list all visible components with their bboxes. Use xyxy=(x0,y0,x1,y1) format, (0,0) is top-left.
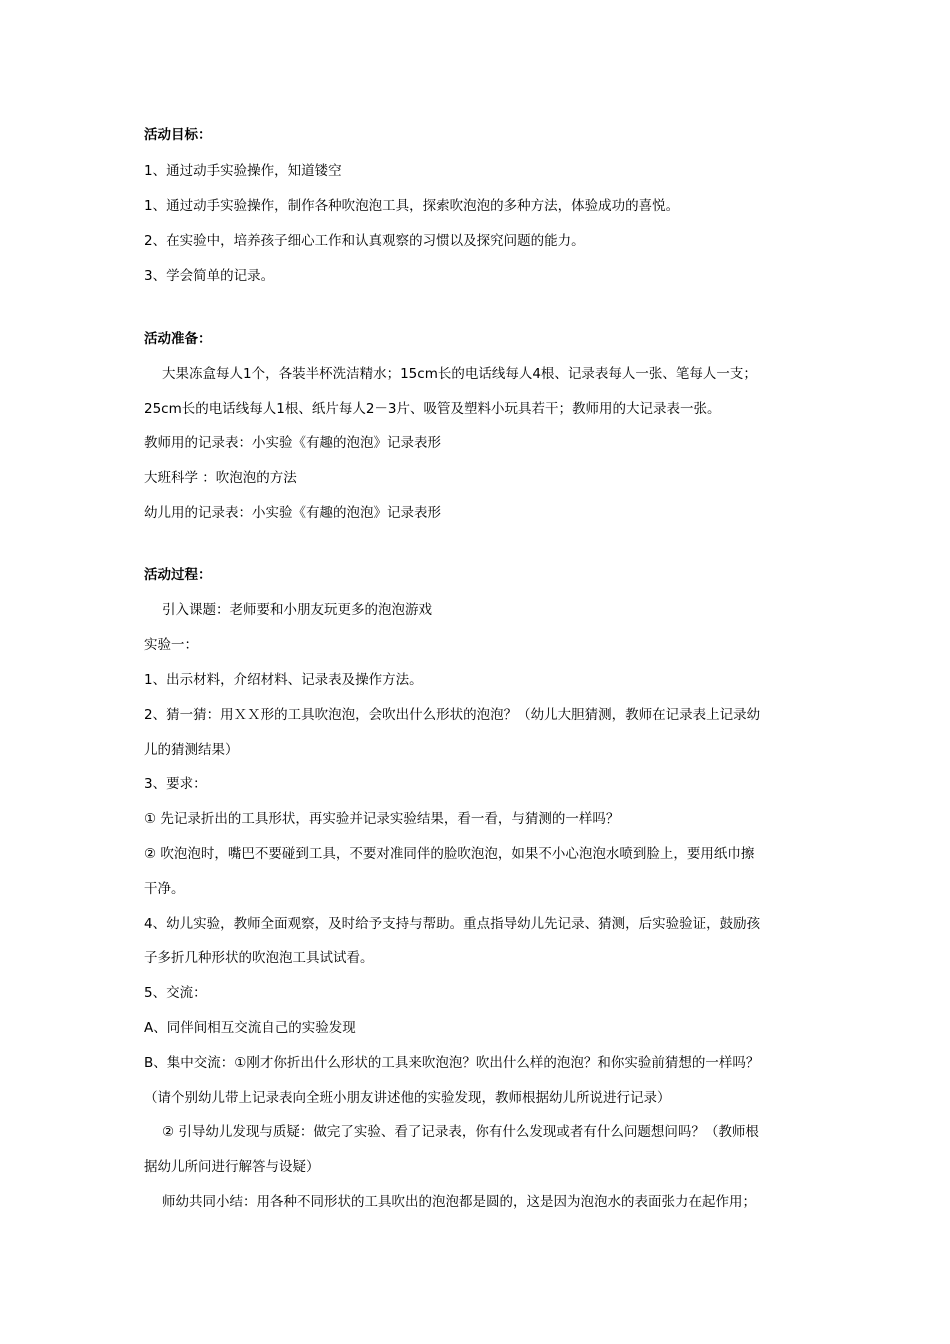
prep-line: 幼儿用的记录表：小实验《有趣的泡泡》记录表形 xyxy=(144,505,441,521)
process-line: 2、猜一猜：用ＸＸ形的工具吹泡泡，会吹出什么形状的泡泡？（幼儿大胆猜测，教师在记录表上记录幼 xyxy=(144,707,761,723)
process-line: 儿的猜测结果） xyxy=(144,742,239,758)
process-line: 据幼儿所问进行解答与设疑） xyxy=(144,1159,320,1175)
prep-line: 25cm长的电话线每人1根、纸片每人2－3片、吸管及塑料小玩具若干；教师用的大记录表一张。 xyxy=(144,401,721,417)
process-line: 师幼共同小结：用各种不同形状的工具吹出的泡泡都是圆的，这是因为泡泡水的表面张力在起作用； xyxy=(162,1194,756,1210)
process-line: 4、幼儿实验，教师全面观察，及时给予支持与帮助。重点指导幼儿先记录、猜测，后实验验证，鼓励孩 xyxy=(144,916,761,932)
prep-line: 大果冻盒每人1个，各装半杯洗洁精水；15cm长的电话线每人4根、记录表每人一张、笔每人一支； xyxy=(162,366,757,382)
process-line: 子多折几种形状的吹泡泡工具试试看。 xyxy=(144,950,374,966)
goal-item: 1、通过动手实验操作，制作各种吹泡泡工具，探索吹泡泡的多种方法，体验成功的喜悦。 xyxy=(144,198,680,214)
prep-heading: 活动准备： xyxy=(144,331,212,347)
process-line: （请个别幼儿带上记录表向全班小朋友讲述他的实验发现，教师根据幼儿所说进行记录） xyxy=(144,1090,671,1106)
process-line: 3、要求： xyxy=(144,776,207,792)
process-line: 实验一： xyxy=(144,637,198,653)
goal-item: 2、在实验中，培养孩子细心工作和认真观察的习惯以及探究问题的能力。 xyxy=(144,233,585,249)
process-line: 干净。 xyxy=(144,881,185,897)
process-line: A、同伴间相互交流自己的实验发现 xyxy=(144,1020,356,1036)
goal-item: 3、学会简单的记录。 xyxy=(144,268,275,284)
process-line: ① 先记录折出的工具形状，再实验并记录实验结果，看一看，与猜测的一样吗？ xyxy=(144,811,620,827)
process-line: B、集中交流：①刚才你折出什么形状的工具来吹泡泡？吹出什么样的泡泡？和你实验前猜想的一样吗？ xyxy=(144,1055,760,1071)
process-line: 1、出示材料，介绍材料、记录表及操作方法。 xyxy=(144,672,423,688)
process-line: ② 吹泡泡时，嘴巴不要碰到工具，不要对准同伴的脸吹泡泡，如果不小心泡泡水喷到脸上，要用纸巾擦 xyxy=(144,846,755,862)
process-line: 5、交流： xyxy=(144,985,207,1001)
process-line: ② 引导幼儿发现与质疑：做完了实验、看了记录表，你有什么发现或者有什么问题想问吗？（教师根 xyxy=(162,1124,759,1140)
process-heading: 活动过程： xyxy=(144,567,212,583)
goal-item: 1、通过动手实验操作，知道镂空 xyxy=(144,163,342,179)
goals-heading: 活动目标： xyxy=(144,127,212,143)
prep-line: 教师用的记录表：小实验《有趣的泡泡》记录表形 xyxy=(144,435,441,451)
process-line: 引入课题：老师要和小朋友玩更多的泡泡游戏 xyxy=(162,602,432,618)
prep-line: 大班科学 ：吹泡泡的方法 xyxy=(144,470,297,486)
